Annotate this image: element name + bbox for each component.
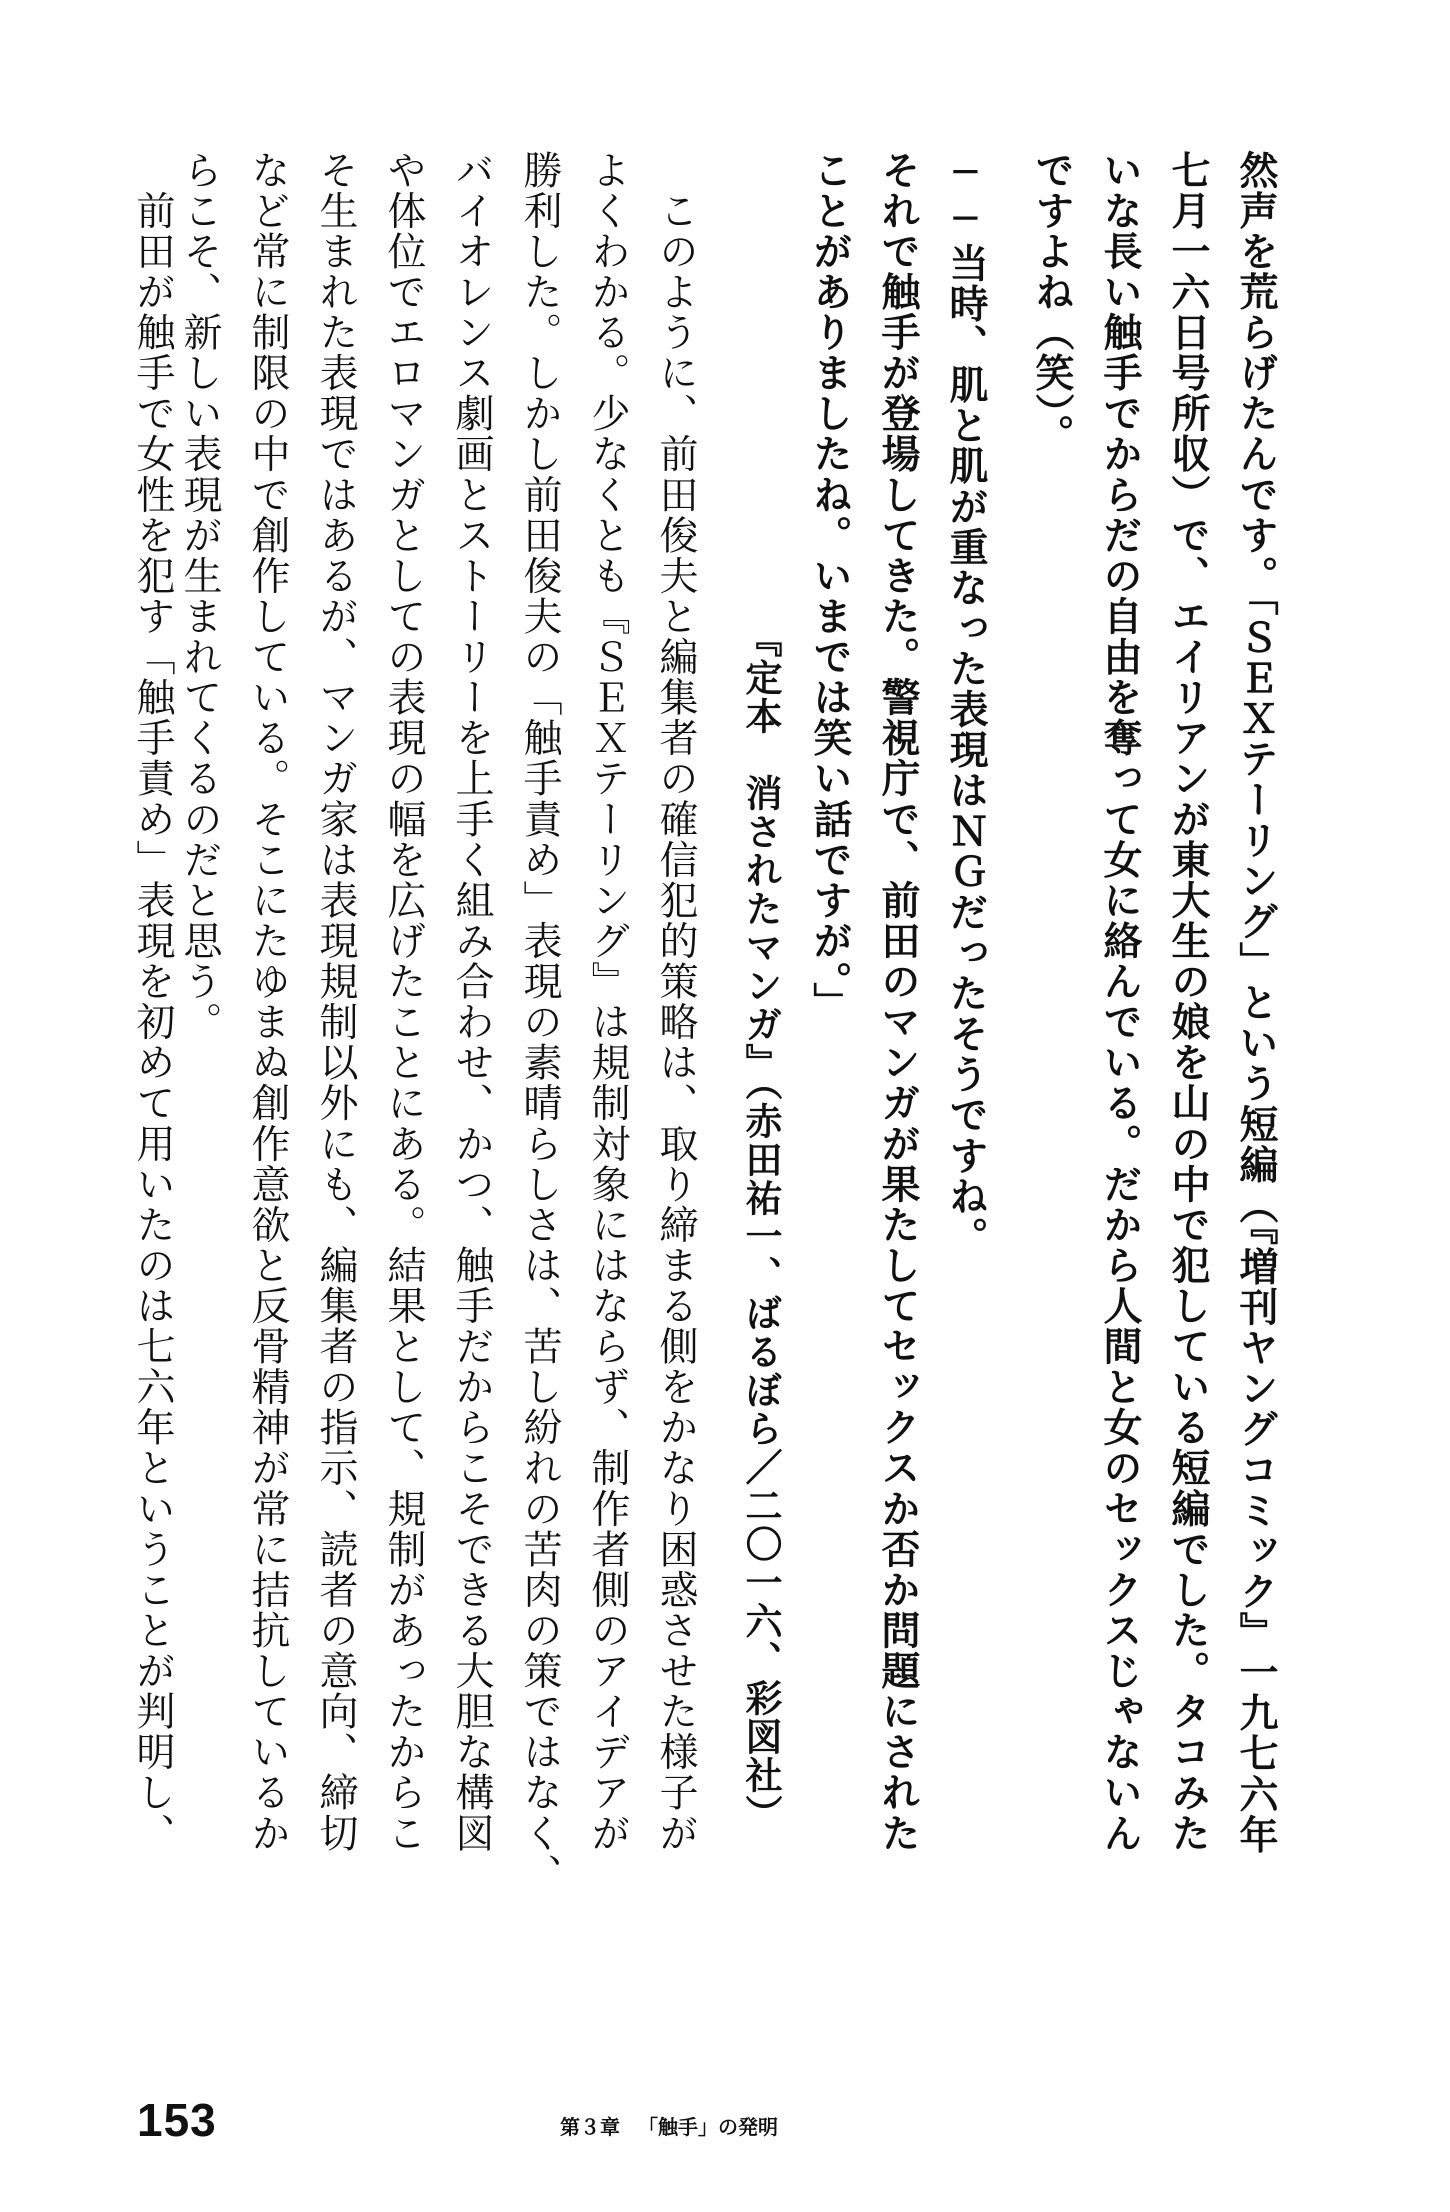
quote-column-2: 七月一六日号所収）で、エイリアンが東大生の娘を山の中で犯している短編でした。タコみた (1165, 150, 1210, 1854)
quote-column-5: ──当時、肌と肌が重なった表現はＮＧだったそうですね。 (943, 150, 988, 1258)
body-column-1: このように、前田俊夫と編集者の確信犯的策略は、取り締まる側をかなり困惑させた様子が (653, 150, 698, 1854)
source-citation: 『定本 消されたマンガ』（赤田祐一、ばるぼら／二〇一六、彩図社） (739, 620, 783, 1833)
body-column-2: よくわかる。少なくとも『ＳＥＸテーリング』は規制対象にはならず、制作者側のアイデアが (585, 150, 630, 1854)
body-column-8: らこそ、新しい表現が生まれてくるのだと思う。 (177, 150, 222, 1043)
quote-column-3: いな長い触手でからだの自由を奪って女に絡んでいる。だから人間と女のセックスじゃないん (1097, 150, 1142, 1854)
body-column-4: バイオレンス劇画とストーリーを上手く組み合わせ、かつ、触手だからこそできる大胆な構図 (449, 150, 494, 1854)
page-number: 153 (137, 2094, 217, 2146)
quote-column-6: それで触手が登場してきた。警視庁で、前田のマンガが果たしてセックスか否か問題にされた (875, 150, 920, 1854)
body-column-3: 勝利した。しかし前田俊夫の「触手責め」表現の素晴らしさは、苦し紛れの苦肉の策ではなく、 (517, 150, 562, 1895)
body-column-5: や体位でエロマンガとしての表現の幅を広げたことにある。結果として、規制があったからこ (381, 150, 426, 1854)
chapter-title: 「触手」の発明 (638, 2115, 778, 2139)
quote-column-1: 然声を荒らげたんです。「ＳＥＸテーリング」という短編（『増刊ヤングコミック』一九七六年 (1233, 150, 1278, 1856)
quote-column-4: ですよね（笑）。 (1029, 150, 1074, 455)
running-footer (560, 2111, 796, 2140)
body-column-9: 前田が触手で女性を犯す「触手責め」表現を初めて用いたのは七六年ということが判明し、 (130, 150, 175, 1854)
chapter-label: 第３章 (560, 2115, 620, 2139)
quote-column-7: ことがありましたね。いまでは笑い話ですが。」 (807, 150, 852, 1023)
body-column-6: そ生まれた表現ではあるが、マンガ家は表現規制以外にも、編集者の指示、読者の意向、締切 (313, 150, 358, 1854)
body-column-7: など常に制限の中で創作している。そこにたゆまぬ創作意欲と反骨精神が常に拮抗しているか (245, 150, 290, 1854)
